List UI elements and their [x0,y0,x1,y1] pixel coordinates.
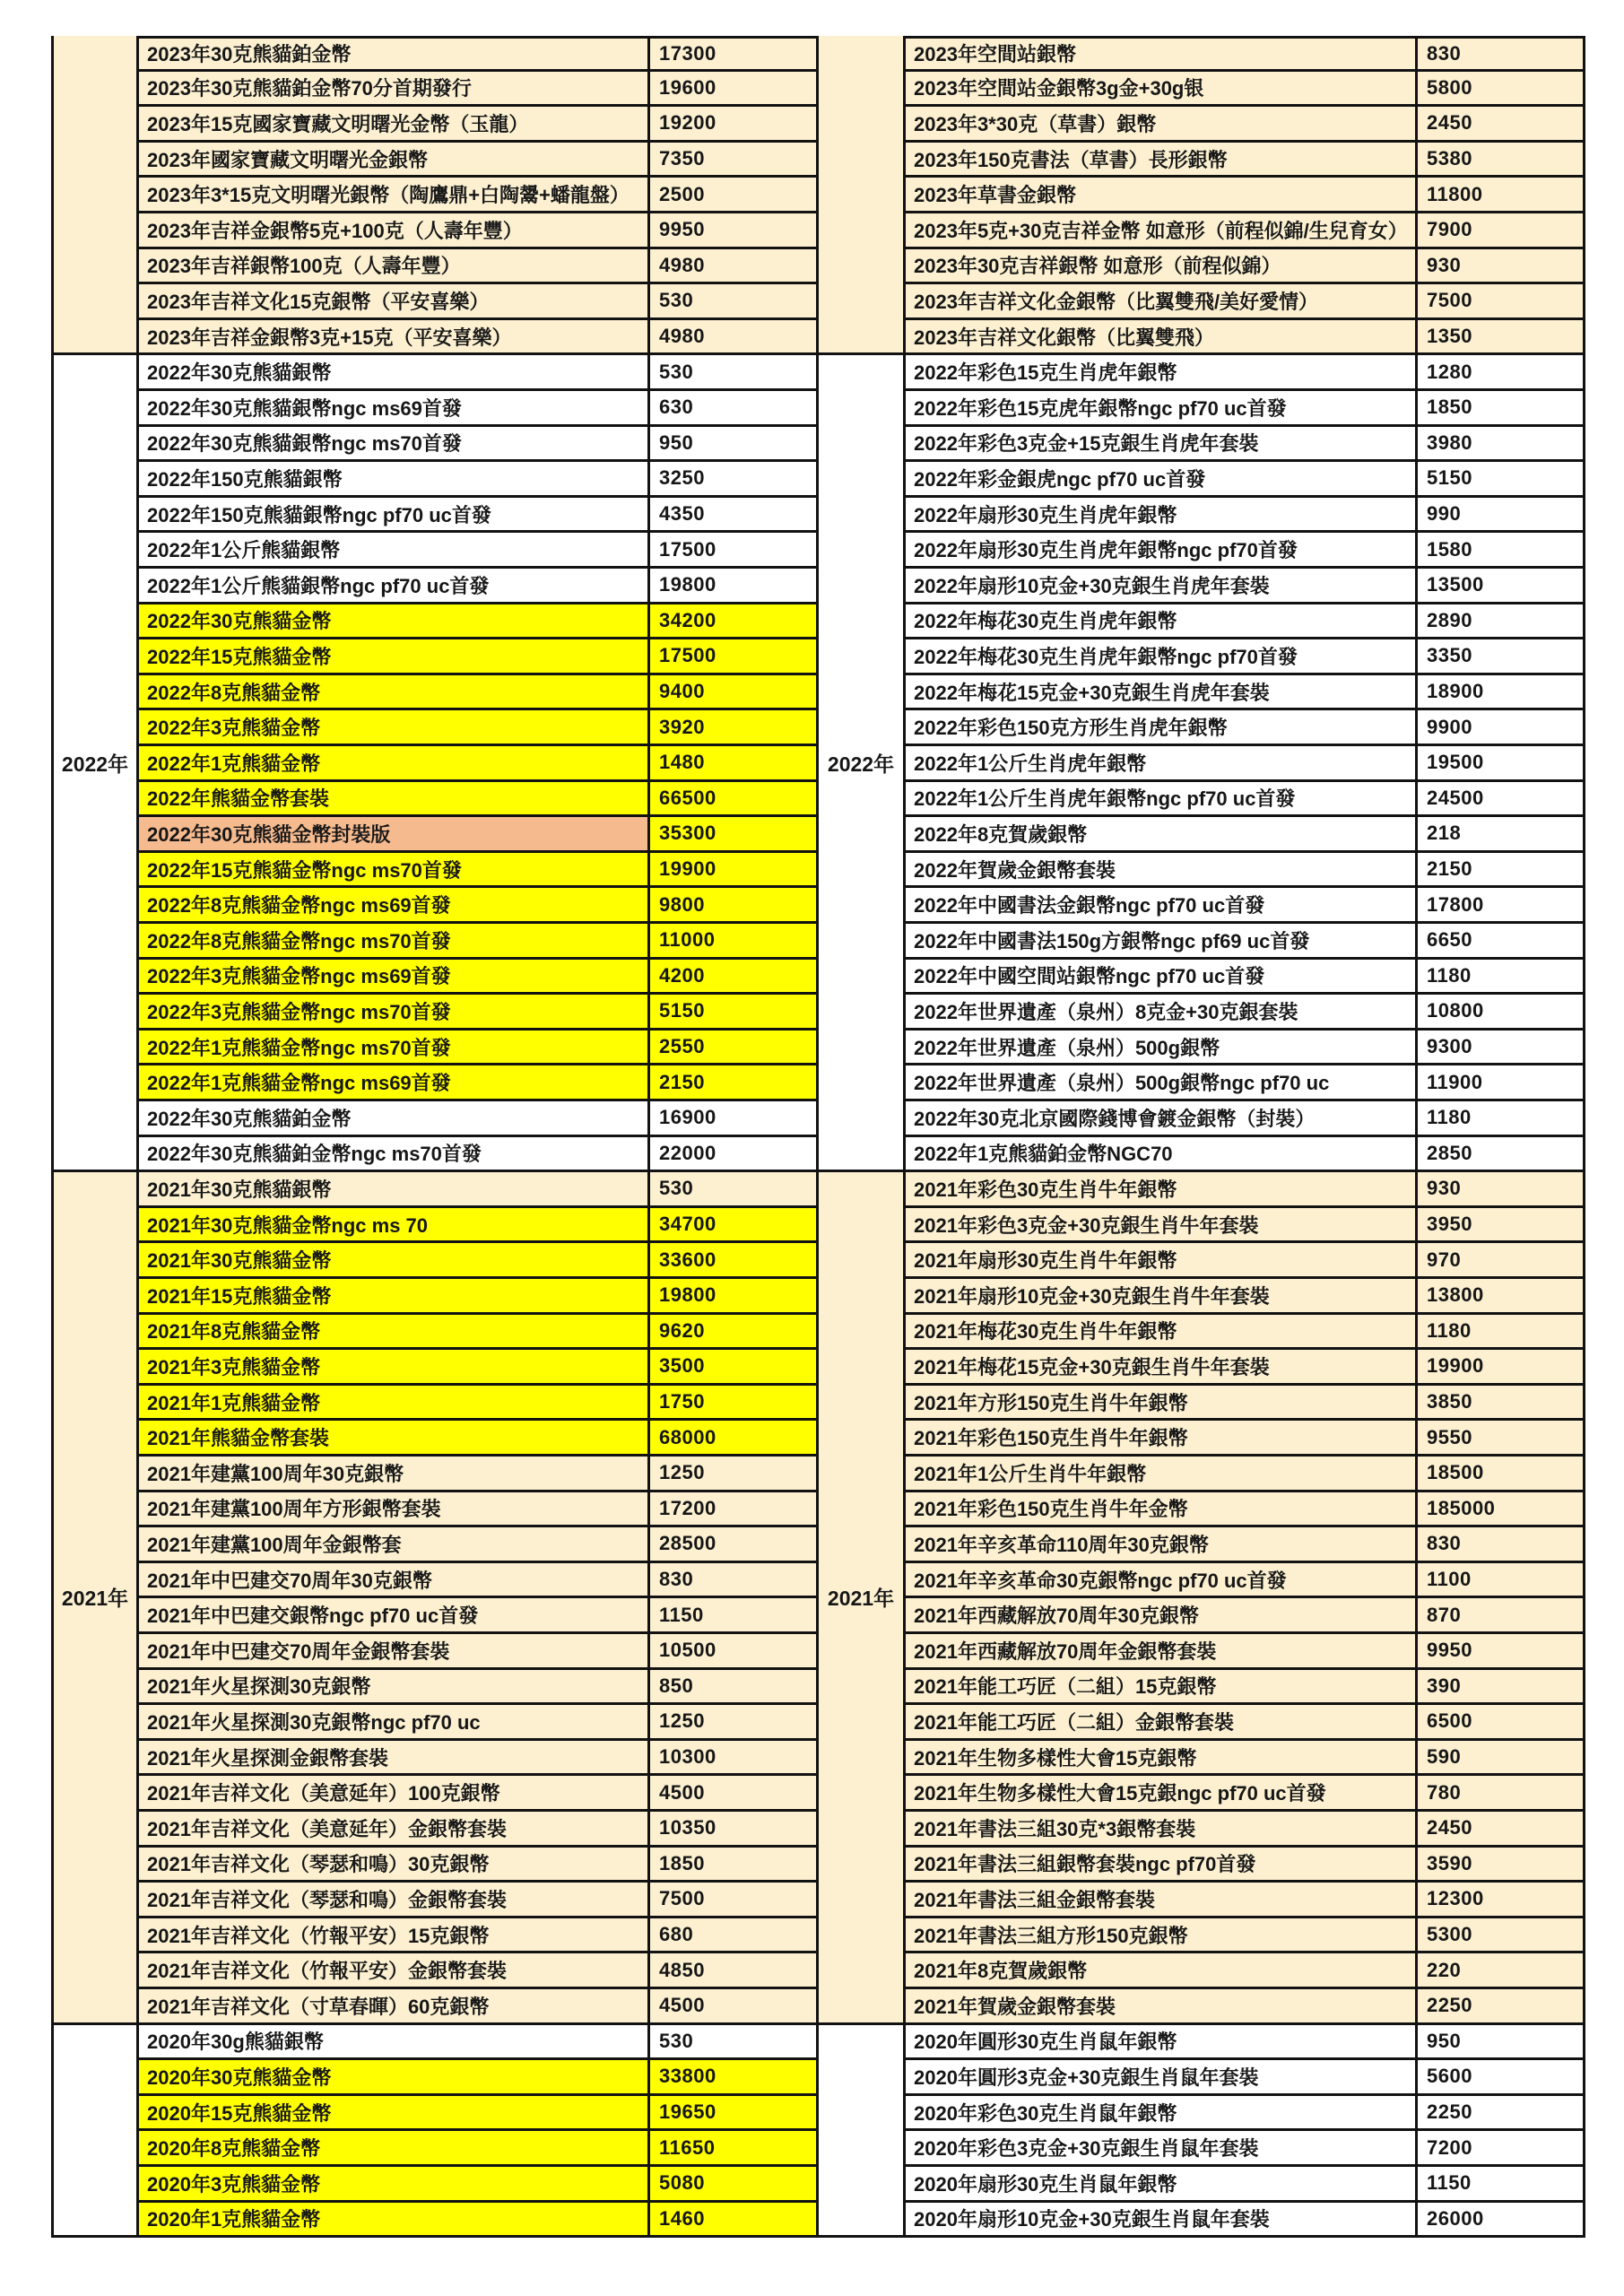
item-cell[interactable]: 2021年書法三組金銀幣套裝 [906,1883,1418,1918]
item-cell[interactable]: 2022年1公斤生肖虎年銀幣 [906,746,1418,782]
price-cell[interactable]: 4500 [650,1776,819,1812]
price-cell[interactable]: 530 [650,284,819,320]
item-cell[interactable]: 2023年5克+30克吉祥金幣 如意形（前程似錦/生兒育女） [906,213,1418,249]
price-cell[interactable]: 19600 [650,72,819,108]
item-cell[interactable]: 2021年彩色150克生肖牛年銀幣 [906,1421,1418,1457]
price-cell[interactable]: 3950 [1418,1208,1585,1244]
price-cell[interactable]: 4350 [650,498,819,534]
price-cell[interactable]: 9400 [650,675,819,711]
item-cell[interactable]: 2021年扇形10克金+30克銀生肖牛年套裝 [906,1279,1418,1315]
price-cell[interactable]: 19500 [1418,746,1585,782]
item-cell[interactable]: 2021年熊貓金幣套裝 [139,1421,650,1457]
item-cell[interactable]: 2021年賀歲金銀幣套裝 [906,1989,1418,2025]
price-cell[interactable]: 26000 [1418,2203,1585,2239]
price-cell[interactable]: 5150 [1418,462,1585,498]
price-cell[interactable]: 680 [650,1918,819,1954]
price-cell[interactable]: 68000 [650,1421,819,1457]
price-cell[interactable]: 4200 [650,960,819,996]
price-cell[interactable]: 2450 [1418,1812,1585,1848]
price-cell[interactable]: 5600 [1418,2060,1585,2096]
item-cell[interactable]: 2021年書法三組方形150克銀幣 [906,1918,1418,1954]
price-cell[interactable]: 5080 [650,2167,819,2203]
item-cell[interactable]: 2020年1克熊貓金幣 [139,2203,650,2239]
price-cell[interactable]: 19200 [650,107,819,143]
item-cell[interactable]: 2022年彩色15克生肖虎年銀幣 [906,355,1418,391]
item-cell[interactable]: 2020年扇形30克生肖鼠年銀幣 [906,2167,1418,2203]
item-cell[interactable]: 2021年建黨100周年金銀幣套 [139,1527,650,1563]
price-cell[interactable]: 530 [650,355,819,391]
item-cell[interactable]: 2022年世界遺產（泉州）8克金+30克銀套裝 [906,995,1418,1031]
price-cell[interactable]: 970 [1418,1243,1585,1279]
price-cell[interactable]: 19800 [650,1279,819,1315]
price-cell[interactable]: 1580 [1418,533,1585,569]
section-band [51,1172,1585,2024]
item-cell[interactable]: 2020年彩色3克金+30克銀生肖鼠年套裝 [906,2131,1418,2167]
item-cell[interactable]: 2021年8克熊貓金幣 [139,1315,650,1351]
item-cell[interactable]: 2022年30克熊貓鉑金幣 [139,1101,650,1137]
price-cell[interactable]: 9950 [1418,1634,1585,1670]
item-cell[interactable]: 2022年1公斤生肖虎年銀幣ngc pf70 uc首發 [906,782,1418,818]
price-cell[interactable]: 22000 [650,1137,819,1173]
price-cell[interactable]: 10350 [650,1812,819,1848]
item-cell[interactable]: 2021年火星探測30克銀幣ngc pf70 uc [139,1705,650,1741]
year-cell-right[interactable] [819,36,906,355]
item-cell[interactable]: 2022年彩色3克金+15克銀生肖虎年套裝 [906,427,1418,463]
item-cell[interactable]: 2022年8克熊貓金幣ngc ms69首發 [139,888,650,924]
item-cell[interactable]: 2021年1公斤生肖牛年銀幣 [906,1457,1418,1492]
item-cell[interactable]: 2021年書法三組30克*3銀幣套裝 [906,1812,1418,1848]
price-cell[interactable]: 19650 [650,2096,819,2132]
item-cell[interactable]: 2021年彩色30克生肖牛年銀幣 [906,1172,1418,1208]
price-cell[interactable]: 950 [1418,2025,1585,2061]
price-cell[interactable]: 2250 [1418,2096,1585,2132]
year-cell-right[interactable] [819,2025,906,2239]
price-cell[interactable]: 9800 [650,888,819,924]
item-cell[interactable]: 2022年30克熊貓鉑金幣ngc ms70首發 [139,1137,650,1173]
price-cell[interactable]: 9550 [1418,1421,1585,1457]
year-cell-left[interactable]: 2021年 [51,1172,139,2024]
price-cell[interactable]: 18500 [1418,1457,1585,1492]
price-cell[interactable]: 950 [650,427,819,463]
price-cell[interactable]: 3980 [1418,427,1585,463]
item-cell[interactable]: 2021年30克熊貓金幣ngc ms 70 [139,1208,650,1244]
item-cell[interactable]: 2023年草書金銀幣 [906,178,1418,213]
price-cell[interactable]: 11900 [1418,1065,1585,1101]
price-cell[interactable]: 2150 [1418,853,1585,889]
item-cell[interactable]: 2022年15克熊貓金幣ngc ms70首發 [139,853,650,889]
price-cell[interactable]: 185000 [1418,1492,1585,1528]
price-cell[interactable]: 780 [1418,1776,1585,1812]
price-cell[interactable]: 17200 [650,1492,819,1528]
item-cell[interactable]: 2022年30克熊貓金幣 [139,604,650,640]
section-band [51,355,1585,1172]
item-cell[interactable]: 2022年3克熊貓金幣ngc ms69首發 [139,960,650,996]
price-cell[interactable]: 2250 [1418,1989,1585,2025]
item-cell[interactable]: 2021年火星探測金銀幣套裝 [139,1741,650,1777]
item-cell[interactable]: 2023年3*15克文明曙光銀幣（陶鷹鼎+白陶鬹+蟠龍盤） [139,178,650,213]
item-cell[interactable]: 2021年辛亥革命30克銀幣ngc pf70 uc首發 [906,1563,1418,1599]
price-cell[interactable]: 18900 [1418,675,1585,711]
price-cell[interactable]: 2890 [1418,604,1585,640]
item-cell[interactable]: 2022年30克北京國際錢博會鍍金銀幣（封裝） [906,1101,1418,1137]
item-cell[interactable]: 2023年吉祥銀幣100克（人壽年豐） [139,249,650,285]
item-cell[interactable]: 2022年8克熊貓金幣ngc ms70首發 [139,924,650,960]
price-cell[interactable]: 7350 [650,143,819,178]
item-cell[interactable]: 2021年中巴建交70周年金銀幣套裝 [139,1634,650,1670]
item-cell[interactable]: 2021年梅花30克生肖牛年銀幣 [906,1315,1418,1351]
item-cell[interactable]: 2021年15克熊貓金幣 [139,1279,650,1315]
price-cell[interactable]: 2450 [1418,107,1585,143]
price-cell[interactable]: 16900 [650,1101,819,1137]
item-cell[interactable]: 2022年1克熊貓金幣ngc ms69首發 [139,1065,650,1101]
item-cell[interactable]: 2021年中巴建交銀幣ngc pf70 uc首發 [139,1598,650,1634]
item-cell[interactable]: 2021年中巴建交70周年30克銀幣 [139,1563,650,1599]
price-cell[interactable]: 12300 [1418,1883,1585,1918]
price-cell[interactable]: 1100 [1418,1563,1585,1599]
price-cell[interactable]: 6650 [1418,924,1585,960]
price-cell[interactable]: 34700 [650,1208,819,1244]
item-cell[interactable]: 2021年西藏解放70周年30克銀幣 [906,1598,1418,1634]
price-cell[interactable]: 2500 [650,178,819,213]
item-cell[interactable]: 2023年吉祥文化銀幣（比翼雙飛） [906,320,1418,356]
price-cell[interactable]: 1480 [650,746,819,782]
price-cell[interactable]: 5800 [1418,72,1585,108]
item-cell[interactable]: 2020年3克熊貓金幣 [139,2167,650,2203]
item-cell[interactable]: 2022年彩金銀虎ngc pf70 uc首發 [906,462,1418,498]
item-cell[interactable]: 2021年書法三組銀幣套裝ngc pf70首發 [906,1848,1418,1883]
item-cell[interactable]: 2021年吉祥文化（琴瑟和鳴）30克銀幣 [139,1848,650,1883]
price-cell[interactable]: 9950 [650,213,819,249]
price-cell[interactable]: 17800 [1418,888,1585,924]
item-cell[interactable]: 2021年生物多樣性大會15克銀ngc pf70 uc首發 [906,1776,1418,1812]
year-cell-left[interactable] [51,36,139,355]
price-cell[interactable]: 5300 [1418,1918,1585,1954]
item-cell[interactable]: 2021年火星探測30克銀幣 [139,1670,650,1706]
year-cell-left[interactable] [51,2025,139,2239]
price-cell[interactable]: 1180 [1418,1101,1585,1137]
price-cell[interactable]: 3590 [1418,1848,1585,1883]
price-cell[interactable]: 530 [650,1172,819,1208]
price-cell[interactable]: 1180 [1418,960,1585,996]
item-cell[interactable]: 2021年辛亥革命110周年30克銀幣 [906,1527,1418,1563]
price-cell[interactable]: 3350 [1418,639,1585,675]
price-cell[interactable]: 11650 [650,2131,819,2167]
item-cell[interactable]: 2021年吉祥文化（竹報平安）金銀幣套裝 [139,1953,650,1989]
price-cell[interactable]: 3850 [1418,1386,1585,1422]
item-cell[interactable]: 2022年30克熊貓金幣封裝版 [139,817,650,853]
item-cell[interactable]: 2023年空間站銀幣 [906,36,1418,72]
item-cell[interactable]: 2021年扇形30克生肖牛年銀幣 [906,1243,1418,1279]
price-cell[interactable]: 17500 [650,533,819,569]
item-cell[interactable]: 2021年彩色3克金+30克銀生肖牛年套裝 [906,1208,1418,1244]
price-cell[interactable]: 1460 [650,2203,819,2239]
item-cell[interactable]: 2023年吉祥文化15克銀幣（平安喜樂） [139,284,650,320]
price-cell[interactable]: 33800 [650,2060,819,2096]
item-cell[interactable]: 2021年能工巧匠（二組）金銀幣套裝 [906,1705,1418,1741]
item-cell[interactable]: 2022年世界遺產（泉州）500g銀幣 [906,1031,1418,1066]
year-cell-right[interactable]: 2021年 [819,1172,906,2024]
price-cell[interactable]: 11000 [650,924,819,960]
price-cell[interactable]: 4980 [650,249,819,285]
item-cell[interactable]: 2021年30克熊貓銀幣 [139,1172,650,1208]
price-cell[interactable]: 390 [1418,1670,1585,1706]
price-cell[interactable]: 19900 [650,853,819,889]
item-cell[interactable]: 2022年梅花30克生肖虎年銀幣 [906,604,1418,640]
price-table [51,36,1585,2238]
price-cell[interactable]: 1850 [1418,391,1585,427]
price-cell[interactable]: 3250 [650,462,819,498]
price-cell[interactable]: 17300 [650,36,819,72]
price-cell[interactable]: 2150 [650,1065,819,1101]
section-band [51,36,1585,355]
item-cell[interactable]: 2022年3克熊貓金幣 [139,710,650,746]
item-cell[interactable]: 2023年30克吉祥銀幣 如意形（前程似錦） [906,249,1418,285]
item-cell[interactable]: 2020年30g熊貓銀幣 [139,2025,650,2061]
item-cell[interactable]: 2023年國家寶藏文明曙光金銀幣 [139,143,650,178]
item-cell[interactable]: 2022年彩色15克虎年銀幣ngc pf70 uc首發 [906,391,1418,427]
item-cell[interactable]: 2021年1克熊貓金幣 [139,1386,650,1422]
item-cell[interactable]: 2020年8克熊貓金幣 [139,2131,650,2167]
item-cell[interactable]: 2021年梅花15克金+30克銀生肖牛年套裝 [906,1350,1418,1386]
price-cell[interactable]: 1250 [650,1457,819,1492]
price-cell[interactable]: 13800 [1418,1279,1585,1315]
item-cell[interactable]: 2022年彩色150克方形生肖虎年銀幣 [906,710,1418,746]
item-cell[interactable]: 2021年吉祥文化（寸草春暉）60克銀幣 [139,1989,650,2025]
item-cell[interactable]: 2020年15克熊貓金幣 [139,2096,650,2132]
item-cell[interactable]: 2022年150克熊貓銀幣 [139,462,650,498]
item-cell[interactable]: 2021年8克賀歲銀幣 [906,1953,1418,1989]
price-cell[interactable]: 930 [1418,1172,1585,1208]
price-cell[interactable]: 630 [650,391,819,427]
year-cell-left[interactable]: 2022年 [51,355,139,1172]
price-cell[interactable]: 19800 [650,569,819,604]
item-cell[interactable]: 2021年30克熊貓金幣 [139,1243,650,1279]
price-cell[interactable]: 24500 [1418,782,1585,818]
price-cell[interactable]: 9300 [1418,1031,1585,1066]
price-cell[interactable]: 4850 [650,1953,819,1989]
item-cell[interactable]: 2020年彩色30克生肖鼠年銀幣 [906,2096,1418,2132]
item-cell[interactable]: 2020年扇形10克金+30克銀生肖鼠年套裝 [906,2203,1418,2239]
item-cell[interactable]: 2023年150克書法（草書）長形銀幣 [906,143,1418,178]
item-cell[interactable]: 2020年圓形30克生肖鼠年銀幣 [906,2025,1418,2061]
price-cell[interactable]: 7500 [1418,284,1585,320]
price-cell[interactable]: 7500 [650,1883,819,1918]
price-cell[interactable]: 13500 [1418,569,1585,604]
price-cell[interactable]: 6500 [1418,1705,1585,1741]
section-band [51,2025,1585,2239]
item-cell[interactable]: 2022年1公斤熊貓銀幣ngc pf70 uc首發 [139,569,650,604]
item-cell[interactable]: 2023年15克國家寶藏文明曙光金幣（玉龍） [139,107,650,143]
item-cell[interactable]: 2022年150克熊貓銀幣ngc pf70 uc首發 [139,498,650,534]
price-cell[interactable]: 19900 [1418,1350,1585,1386]
item-cell[interactable]: 2022年30克熊貓銀幣ngc ms69首發 [139,391,650,427]
price-cell[interactable]: 9620 [650,1315,819,1351]
price-cell[interactable]: 1150 [650,1598,819,1634]
item-cell[interactable]: 2021年生物多樣性大會15克銀幣 [906,1741,1418,1777]
item-cell[interactable]: 2021年吉祥文化（美意延年）100克銀幣 [139,1776,650,1812]
price-cell[interactable]: 1850 [650,1848,819,1883]
item-cell[interactable]: 2023年30克熊貓鉑金幣 [139,36,650,72]
price-cell[interactable]: 1150 [1418,2167,1585,2203]
price-cell[interactable]: 830 [1418,36,1585,72]
item-cell[interactable]: 2022年扇形10克金+30克銀生肖虎年套裝 [906,569,1418,604]
price-cell[interactable]: 870 [1418,1598,1585,1634]
item-cell[interactable]: 2022年30克熊貓銀幣ngc ms70首發 [139,427,650,463]
item-cell[interactable]: 2022年梅花30克生肖虎年銀幣ngc pf70首發 [906,639,1418,675]
item-cell[interactable]: 2021年建黨100周年30克銀幣 [139,1457,650,1492]
price-cell[interactable]: 4500 [650,1989,819,2025]
price-cell[interactable]: 590 [1418,1741,1585,1777]
price-cell[interactable]: 4980 [650,320,819,356]
price-cell[interactable]: 11800 [1418,178,1585,213]
item-cell[interactable]: 2022年梅花15克金+30克銀生肖虎年套裝 [906,675,1418,711]
item-cell[interactable]: 2022年3克熊貓金幣ngc ms70首發 [139,995,650,1031]
item-cell[interactable]: 2021年西藏解放70周年金銀幣套裝 [906,1634,1418,1670]
price-cell[interactable]: 10800 [1418,995,1585,1031]
item-cell[interactable]: 2022年1公斤熊貓銀幣 [139,533,650,569]
item-cell[interactable]: 2022年1克熊貓金幣ngc ms70首發 [139,1031,650,1066]
price-cell[interactable]: 1180 [1418,1315,1585,1351]
item-cell[interactable]: 2023年3*30克（草書）銀幣 [906,107,1418,143]
item-cell[interactable]: 2022年世界遺產（泉州）500g銀幣ngc pf70 uc [906,1065,1418,1101]
item-cell[interactable]: 2022年1克熊貓鉑金幣NGC70 [906,1137,1418,1173]
item-cell[interactable]: 2021年彩色150克生肖牛年金幣 [906,1492,1418,1528]
item-cell[interactable]: 2022年賀歲金銀幣套裝 [906,853,1418,889]
price-cell[interactable]: 530 [650,2025,819,2061]
item-cell[interactable]: 2022年中國空間站銀幣ngc pf70 uc首發 [906,960,1418,996]
price-cell[interactable]: 830 [650,1563,819,1599]
price-cell[interactable]: 34200 [650,604,819,640]
item-cell[interactable]: 2022年扇形30克生肖虎年銀幣 [906,498,1418,534]
price-cell[interactable]: 850 [650,1670,819,1706]
price-cell[interactable]: 5150 [650,995,819,1031]
price-cell[interactable]: 35300 [650,817,819,853]
price-cell[interactable]: 7900 [1418,213,1585,249]
price-cell[interactable]: 7200 [1418,2131,1585,2167]
price-cell[interactable]: 2550 [650,1031,819,1066]
price-cell[interactable]: 1250 [650,1705,819,1741]
price-cell[interactable]: 9900 [1418,710,1585,746]
item-cell[interactable]: 2023年空間站金銀幣3g金+30g银 [906,72,1418,108]
price-cell[interactable]: 1280 [1418,355,1585,391]
price-cell[interactable]: 830 [1418,1527,1585,1563]
price-cell[interactable]: 10500 [650,1634,819,1670]
price-cell[interactable]: 3920 [650,710,819,746]
item-cell[interactable]: 2022年中國書法金銀幣ngc pf70 uc首發 [906,888,1418,924]
price-cell[interactable]: 33600 [650,1243,819,1279]
item-cell[interactable]: 2023年吉祥文化金銀幣（比翼雙飛/美好愛情） [906,284,1418,320]
price-cell[interactable]: 3500 [650,1350,819,1386]
price-cell[interactable]: 2850 [1418,1137,1585,1173]
price-cell[interactable]: 17500 [650,639,819,675]
item-cell[interactable]: 2022年8克賀歲銀幣 [906,817,1418,853]
price-cell[interactable]: 1350 [1418,320,1585,356]
price-cell[interactable]: 10300 [650,1741,819,1777]
item-cell[interactable]: 2023年吉祥金銀幣5克+100克（人壽年豐） [139,213,650,249]
item-cell[interactable]: 2021年3克熊貓金幣 [139,1350,650,1386]
item-cell[interactable]: 2023年30克熊貓鉑金幣70分首期發行 [139,72,650,108]
year-cell-right[interactable]: 2022年 [819,355,906,1172]
item-cell[interactable]: 2022年中國書法150g方銀幣ngc pf69 uc首發 [906,924,1418,960]
item-cell[interactable]: 2022年熊貓金幣套裝 [139,782,650,818]
item-cell[interactable]: 2022年8克熊貓金幣 [139,675,650,711]
item-cell[interactable]: 2021年吉祥文化（琴瑟和鳴）金銀幣套裝 [139,1883,650,1918]
price-cell[interactable]: 220 [1418,1953,1585,1989]
item-cell[interactable]: 2022年15克熊貓金幣 [139,639,650,675]
item-cell[interactable]: 2022年扇形30克生肖虎年銀幣ngc pf70首發 [906,533,1418,569]
item-cell[interactable]: 2021年建黨100周年方形銀幣套裝 [139,1492,650,1528]
price-cell[interactable]: 990 [1418,498,1585,534]
item-cell[interactable]: 2020年30克熊貓金幣 [139,2060,650,2096]
price-cell[interactable]: 5380 [1418,143,1585,178]
item-cell[interactable]: 2021年能工巧匠（二組）15克銀幣 [906,1670,1418,1706]
price-cell[interactable]: 66500 [650,782,819,818]
item-cell[interactable]: 2022年30克熊貓銀幣 [139,355,650,391]
price-cell[interactable]: 28500 [650,1527,819,1563]
item-cell[interactable]: 2021年吉祥文化（美意延年）金銀幣套裝 [139,1812,650,1848]
item-cell[interactable]: 2021年方形150克生肖牛年銀幣 [906,1386,1418,1422]
price-cell[interactable]: 930 [1418,249,1585,285]
price-cell[interactable]: 218 [1418,817,1585,853]
item-cell[interactable]: 2023年吉祥金銀幣3克+15克（平安喜樂） [139,320,650,356]
item-cell[interactable]: 2021年吉祥文化（竹報平安）15克銀幣 [139,1918,650,1954]
item-cell[interactable]: 2022年1克熊貓金幣 [139,746,650,782]
price-cell[interactable]: 1750 [650,1386,819,1422]
item-cell[interactable]: 2020年圓形3克金+30克銀生肖鼠年套裝 [906,2060,1418,2096]
